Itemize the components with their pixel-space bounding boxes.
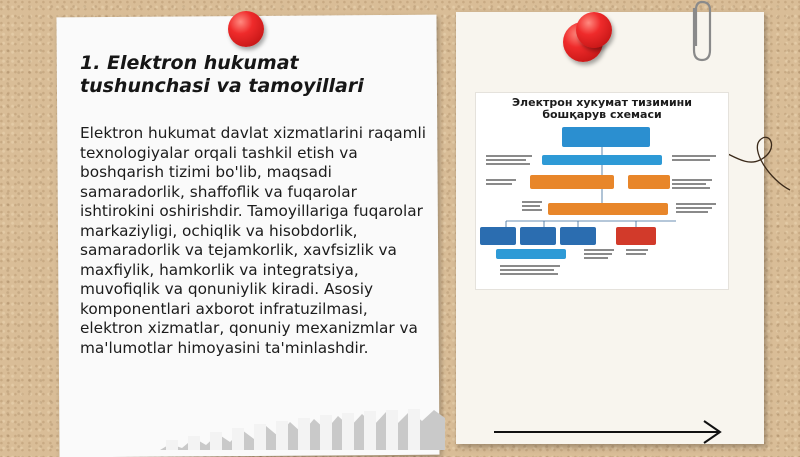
pushpin-icon	[576, 12, 612, 48]
pushpin-icon	[228, 11, 264, 47]
diagram-title: Электрон хукумат тизимини бошқарув схемаси	[511, 96, 692, 121]
slide-body-text: Elektron hukumat davlat xizmatlarini raqamli texnologiyalar orqali tashkil etish va boshqarish tizimi bo'lib, maqsadi samaradorlik, shaffoflik va fuqarolar ishtirokini oshirishdir. Tamoyillariga fuqarolar markaziyligi, ochiqlik va hisobdorlik, samaradorlik va tejamkorlik, xavfsizlik va maxfiylik, hamkorlik va integratsiya, muvofiqlik va qonuniylik kiradi. Asosiy komponentlari axborot infratuzilmasi, elektron xizmatlar, qonuniy mexanizmlar va ma'lumotlar himoyasini ta'minlashdir.	[80, 124, 427, 357]
slide-title: 1. Elektron hukumat tushunchasi va tamoyillari	[80, 52, 364, 97]
torn-paper-edge	[160, 408, 445, 450]
right-arrow-icon	[492, 418, 726, 448]
management-scheme-diagram	[476, 123, 728, 289]
diagram-image	[475, 92, 729, 290]
paperclip-icon	[684, 0, 718, 64]
